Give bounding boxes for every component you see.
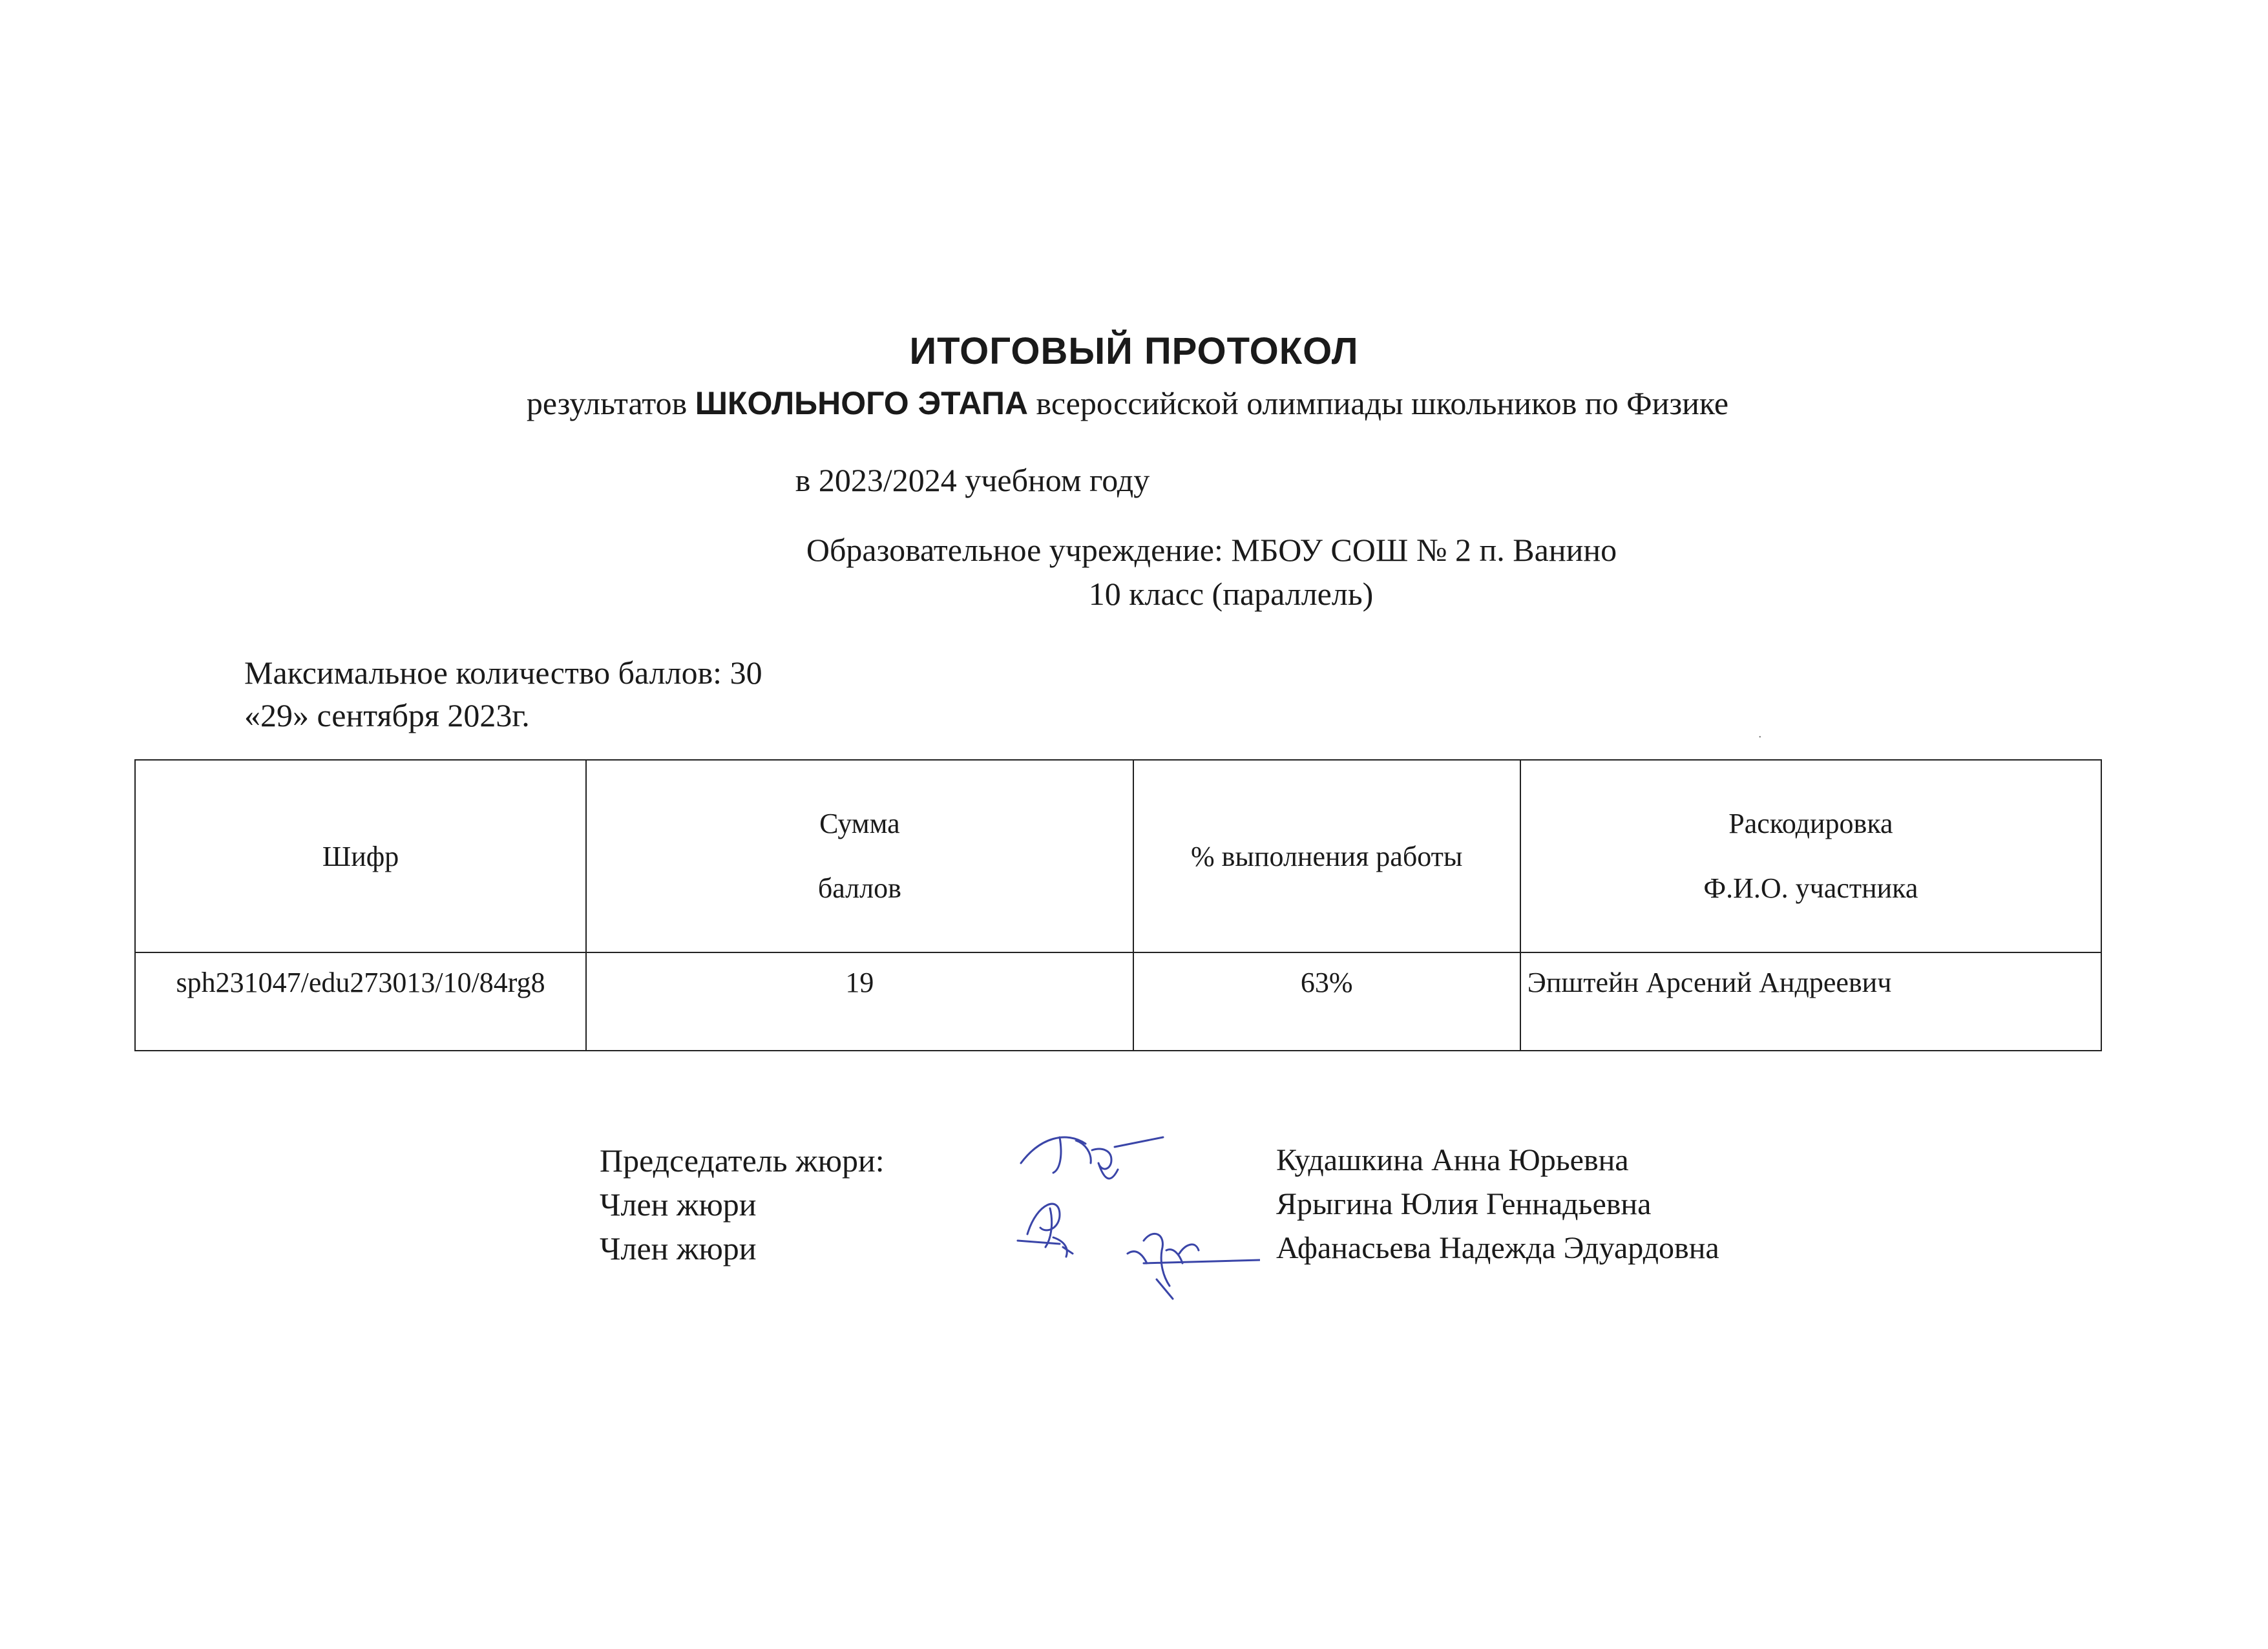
member1-signature: [1018, 1204, 1073, 1257]
grade-line: 10 класс (параллель): [1088, 576, 1374, 612]
school-name: Образовательное учреждение: МБОУ СОШ № 2 п. Ванино: [806, 532, 1617, 568]
header-decode-line1: Раскодировка: [1728, 808, 1893, 839]
academic-year: в 2023/2024 учебном году: [795, 462, 1150, 498]
header-decode: [1520, 760, 2101, 952]
member2-signature: [1128, 1234, 1260, 1299]
header-decode-line2: Ф.И.О. участника: [1703, 872, 1918, 904]
scan-speck: •: [1759, 734, 1761, 741]
cell-code: sph231047/edu273013/10/84rg8: [135, 952, 586, 1051]
member1-name: Ярыгина Юлия Геннадьевна: [1276, 1187, 1652, 1221]
chair-name: Кудашкина Анна Юрьевна: [1276, 1143, 1629, 1177]
header-code: Шифр: [135, 760, 586, 952]
subtitle: [0, 384, 2262, 422]
cell-name: Эпштейн Арсений Андреевич: [1520, 952, 2101, 1051]
chair-label: Председатель жюри:: [600, 1142, 885, 1179]
subtitle-suffix: всероссийской олимпиады школьников по Физике: [1028, 385, 1729, 421]
table-row: [135, 952, 2101, 1051]
results-table: [134, 759, 2102, 1051]
subtitle-bold: ШКОЛЬНОГО ЭТАПА: [695, 385, 1029, 421]
subtitle-prefix: результатов: [526, 385, 695, 421]
handwritten-signatures: [1014, 1124, 1260, 1305]
cell-percent: 63%: [1133, 952, 1520, 1051]
cell-sum: 19: [586, 952, 1133, 1051]
chair-signature: [1021, 1137, 1163, 1179]
jury-names: [1276, 1139, 1719, 1270]
header-sum-line1: Сумма: [819, 808, 900, 839]
protocol-date: «29» сентября 2023г.: [244, 697, 530, 733]
jury-labels: [600, 1139, 885, 1270]
member1-label: Член жюри: [600, 1186, 757, 1223]
header-sum: [586, 760, 1133, 952]
max-score: Максимальное количество баллов: 30: [244, 655, 762, 691]
member2-name: Афанасьева Надежда Эдуардовна: [1276, 1231, 1719, 1265]
member2-label: Член жюри: [600, 1230, 757, 1266]
table-header-row: [135, 760, 2101, 952]
page-title: ИТОГОВЫЙ ПРОТОКОЛ: [909, 330, 1359, 372]
header-percent: % выполнения работы: [1133, 760, 1520, 952]
header-sum-line2: баллов: [817, 872, 901, 904]
